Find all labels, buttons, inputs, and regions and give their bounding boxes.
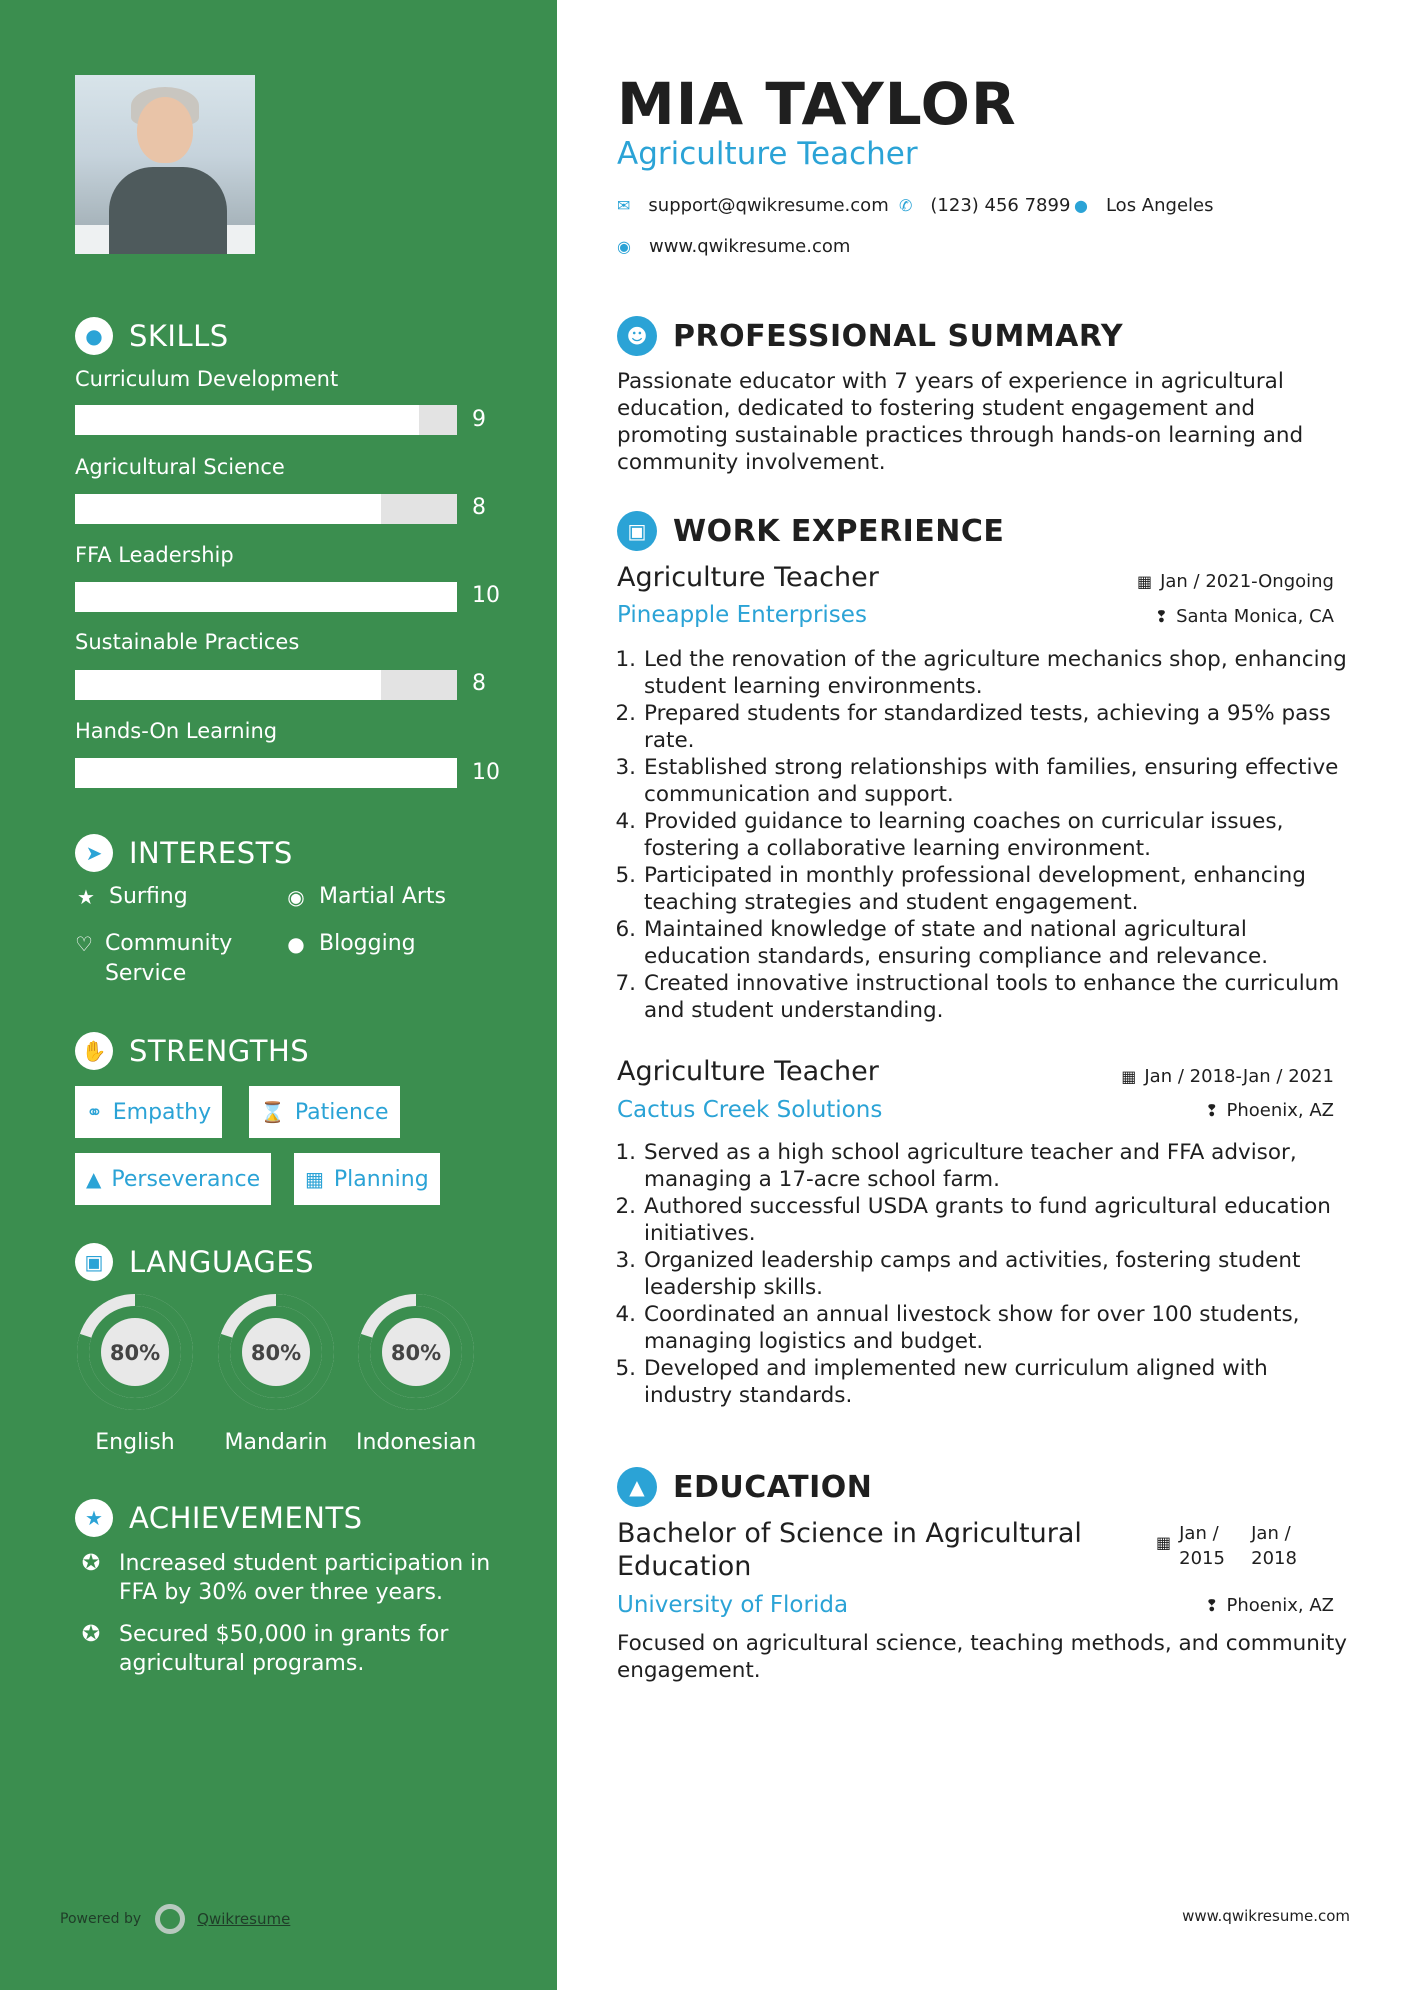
skill-value: 9 <box>472 407 486 432</box>
interest-item: ◉ Martial Arts <box>285 882 446 912</box>
qwikresume-logo-icon <box>155 1904 185 1934</box>
handshake-icon: ♡ <box>75 932 93 956</box>
list-item: 3. Organized leadership camps and activities, fostering student leadership skills. <box>615 1248 1301 1300</box>
achievements-title: ACHIEVEMENTS <box>129 1501 363 1535</box>
education-title: EDUCATION <box>673 1469 873 1505</box>
list-item: 2. Authored successful USDA grants to fund agricultural education initiatives. <box>615 1194 1331 1246</box>
language-name: Indonesian <box>356 1430 477 1455</box>
interest-item: ★ Surfing <box>75 882 188 912</box>
job-location: ❢ Phoenix, AZ <box>1205 1100 1334 1121</box>
list-item: 1. Served as a high school agriculture teacher and FFA advisor, managing a 17-acre school farm. <box>615 1140 1297 1192</box>
qwikresume-link[interactable]: Qwikresume <box>197 1910 291 1928</box>
skill-value: 10 <box>472 583 500 608</box>
users-icon: ● <box>287 932 305 956</box>
job-company: Pineapple Enterprises <box>617 602 867 628</box>
paper-plane-icon: ➤ <box>75 834 113 872</box>
skill-value: 8 <box>472 671 486 696</box>
skill-name: Hands-On Learning <box>75 719 278 743</box>
education-text: Focused on agricultural science, teaching methods, and community engagement. <box>617 1631 1348 1683</box>
list-item: 3. Established strong relationships with families, ensuring effective communication and support. <box>615 755 1339 807</box>
achievement-item: ✪ Secured $50,000 in grants for agricultural programs. <box>75 1620 495 1678</box>
summary-title: PROFESSIONAL SUMMARY <box>673 318 1124 354</box>
list-item: 5. Developed and implemented new curriculum aligned with industry standards. <box>615 1356 1268 1408</box>
job-bullets <box>610 646 1350 1024</box>
globe-icon: ◉ <box>617 237 631 256</box>
interest-item: ● Blogging <box>285 929 416 959</box>
candidate-name: MIA TAYLOR <box>617 70 1017 138</box>
skills-title: SKILLS <box>129 319 229 353</box>
footer-website[interactable]: www.qwikresume.com <box>1182 1907 1350 1925</box>
skill-name: Sustainable Practices <box>75 630 300 654</box>
skill-name: FFA Leadership <box>75 543 234 567</box>
user-icon: ☻ <box>617 316 657 356</box>
language-ring <box>216 1292 336 1412</box>
contact-phone[interactable]: ✆ (123) 456 7899 <box>899 195 1071 216</box>
skill-name: Curriculum Development <box>75 367 339 391</box>
language-percent: 80% <box>390 1341 442 1365</box>
summary-header <box>617 316 1123 356</box>
pin-icon: ❢ <box>1205 1101 1219 1120</box>
list-item: 5. Participated in monthly professional development, enhancing teaching strategies and student engagement. <box>615 863 1306 915</box>
skill-name: Agricultural Science <box>75 455 285 479</box>
skill-bar <box>75 405 457 435</box>
list-item: 1. Led the renovation of the agriculture mechanics shop, enhancing student learning environments. <box>615 647 1347 699</box>
job-dates: ▦ Jan / 2021-Ongoing <box>1136 571 1334 592</box>
list-item: 2. Prepared students for standardized tests, achieving a 95% pass rate. <box>615 701 1331 753</box>
interests-header <box>75 834 293 872</box>
list-item: 4. Provided guidance to learning coaches on curricular issues, fostering a collaborative learning environment. <box>615 809 1284 861</box>
strength-badge: ▦ Planning <box>294 1153 440 1205</box>
interests-title: INTERESTS <box>129 836 293 870</box>
language-item <box>356 1292 476 1455</box>
raised-fist-icon: ✋ <box>75 1032 113 1070</box>
profile-photo <box>75 75 255 254</box>
calendar-icon: ▦ <box>1156 1533 1172 1552</box>
powered-by: Powered by Qwikresume <box>60 1904 290 1934</box>
pin-icon: ❢ <box>1154 607 1169 626</box>
phone-icon: ✆ <box>899 196 913 215</box>
language-ring <box>75 1292 195 1412</box>
education-dates: ▦ Jan / 2015 Jan / 2018 <box>1156 1523 1297 1569</box>
hourglass-icon: ⌛ <box>260 1100 285 1124</box>
list-item: 6. Maintained knowledge of state and national agricultural education standards, ensuring compliance and relevance. <box>615 917 1269 969</box>
globe-icon: ◉ <box>287 885 305 909</box>
strengths-title: STRENGTHS <box>129 1034 310 1068</box>
contact-location: ● Los Angeles <box>1074 195 1214 216</box>
strength-badge: ▲ Perseverance <box>75 1153 271 1205</box>
contact-email[interactable]: ✉ support@qwikresume.com <box>617 195 889 216</box>
job-title: Agriculture Teacher <box>617 1056 879 1087</box>
strength-badge: ⌛ Patience <box>249 1086 400 1138</box>
binoculars-icon: ▲ <box>86 1167 102 1191</box>
language-percent: 80% <box>109 1341 161 1365</box>
job-dates: ▦ Jan / 2018-Jan / 2021 <box>1121 1066 1334 1087</box>
list-item: 7. Created innovative instructional tools to enhance the curriculum and student understanding. <box>615 971 1340 1023</box>
achievement-item: ✪ Increased student participation in FFA by 30% over three years. <box>75 1549 495 1607</box>
language-ring <box>356 1292 476 1412</box>
job-company: Cactus Creek Solutions <box>617 1097 883 1123</box>
calendar-icon: ▦ <box>1136 572 1153 591</box>
summary-text: Passionate educator with 7 years of experience in agricultural education, dedicated to fostering student engagement and promoting sustainable practices through hands-on learning and community involvement. <box>617 369 1304 475</box>
lightbulb-icon: ● <box>75 317 113 355</box>
languages-title: LANGUAGES <box>129 1245 315 1279</box>
school-name: University of Florida <box>617 1592 849 1618</box>
strengths-header <box>75 1032 309 1070</box>
star-badge-icon: ✪ <box>81 1622 101 1647</box>
star-badge-icon: ✪ <box>81 1551 101 1576</box>
star-icon: ★ <box>77 885 95 909</box>
skill-bar <box>75 758 457 788</box>
candidate-role: Agriculture Teacher <box>617 136 918 172</box>
experience-title: WORK EXPERIENCE <box>673 513 1005 549</box>
strength-badge: ⚭ Empathy <box>75 1086 222 1138</box>
pin-icon: ❢ <box>1205 1596 1219 1615</box>
skill-bar <box>75 670 457 700</box>
calendar-icon: ▦ <box>305 1167 324 1191</box>
degree-title: Bachelor of Science in Agricultural Education <box>617 1518 1082 1582</box>
star-badge-icon: ★ <box>75 1499 113 1537</box>
achievements-header <box>75 1499 363 1537</box>
language-item <box>216 1292 336 1455</box>
languages-header <box>75 1243 314 1281</box>
job-title: Agriculture Teacher <box>617 562 879 593</box>
list-item: 4. Coordinated an annual livestock show for over 100 students, managing logistics and budget. <box>615 1302 1300 1354</box>
education-header <box>617 1467 872 1507</box>
briefcase-icon: ▣ <box>617 511 657 551</box>
language-item <box>75 1292 195 1455</box>
map-pin-icon: ● <box>1074 196 1088 215</box>
envelope-icon: ✉ <box>617 196 631 215</box>
job-bullets <box>610 1139 1350 1409</box>
education-location: ❢ Phoenix, AZ <box>1205 1595 1334 1616</box>
skill-value: 8 <box>472 495 486 520</box>
skill-bar <box>75 494 457 524</box>
language-name: English <box>95 1430 175 1455</box>
language-percent: 80% <box>250 1341 302 1365</box>
calendar-icon: ▦ <box>1121 1067 1137 1086</box>
skill-value: 10 <box>472 760 500 785</box>
language-name: Mandarin <box>224 1430 328 1455</box>
graduation-cap-icon: ▲ <box>617 1467 657 1507</box>
skill-bar <box>75 582 457 612</box>
sidebar <box>0 0 557 1990</box>
skills-header <box>75 317 229 355</box>
contact-website[interactable]: ◉ www.qwikresume.com <box>617 236 851 257</box>
job-location: ❢ Santa Monica, CA <box>1154 606 1334 627</box>
handshake-icon: ⚭ <box>86 1100 103 1124</box>
interest-item: ♡ Community Service <box>75 931 233 986</box>
language-card-icon: ▣ <box>75 1243 113 1281</box>
experience-header <box>617 511 1004 551</box>
